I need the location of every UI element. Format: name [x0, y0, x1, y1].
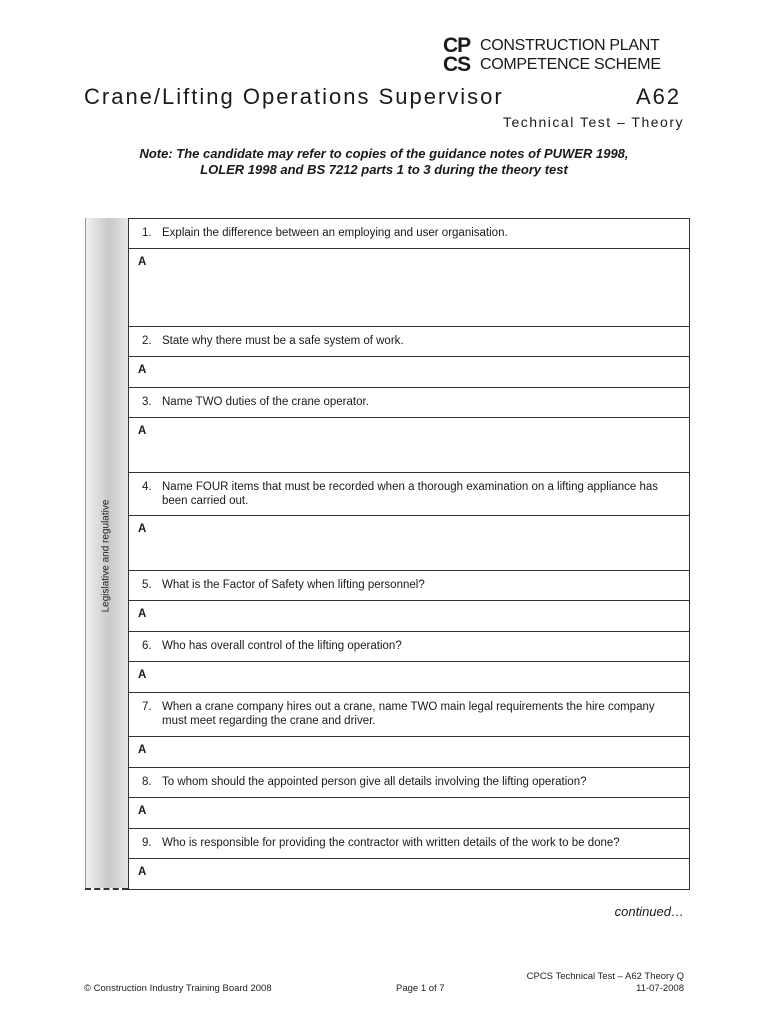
question-row [129, 327, 689, 357]
answer-label: A [138, 364, 147, 376]
answer-label: A [138, 866, 147, 878]
question-row [129, 219, 689, 249]
question-text: To whom should the appointed person give all details involving the lifting operation? [162, 776, 587, 788]
question-text: Name TWO duties of the crane operator. [162, 396, 369, 408]
question-number: 7. [142, 701, 152, 713]
question-text: When a crane company hires out a crane, name TWO main legal requirements the hire company must meet regarding the crane and driver. [162, 701, 655, 727]
continued-note: continued… [614, 904, 684, 919]
answer-row[interactable] [129, 798, 689, 829]
answer-row[interactable] [129, 516, 689, 571]
answer-label: A [138, 669, 147, 681]
note-line-2: LOLER 1998 and BS 7212 parts 1 to 3 during the theory test [200, 162, 568, 177]
answer-label: A [138, 425, 147, 437]
answer-label: A [138, 805, 147, 817]
question-text: Who is responsible for providing the contractor with written details of the work to be done? [162, 837, 620, 849]
footer-copyright: © Construction Industry Training Board 2008 [84, 983, 272, 994]
answer-row[interactable] [129, 418, 689, 473]
answer-label: A [138, 744, 147, 756]
logo-text-top: CONSTRUCTION PLANT [480, 37, 660, 54]
question-text: Name FOUR items that must be recorded when a thorough examination on a lifting appliance has been carried out. [162, 481, 659, 507]
question-row [129, 571, 689, 601]
page-title: Crane/Lifting Operations Supervisor [84, 84, 504, 109]
answer-label: A [138, 608, 147, 620]
question-row [129, 473, 689, 516]
section-label: Legislative and regulative [100, 499, 112, 613]
question-text: Explain the difference between an employing and user organisation. [162, 227, 508, 239]
question-number: 9. [142, 837, 152, 849]
answer-label: A [138, 523, 147, 535]
page-subtitle: Technical Test – Theory [502, 114, 684, 130]
question-row [129, 693, 689, 737]
footer-date: 11-07-2008 [636, 983, 684, 994]
question-text: State why there must be a safe system of work. [162, 335, 404, 347]
question-number: 6. [142, 640, 152, 652]
question-number: 3. [142, 396, 152, 408]
answer-row[interactable] [129, 601, 689, 632]
question-text: Who has overall control of the lifting operation? [162, 640, 402, 652]
note-line-1: Note: The candidate may refer to copies of the guidance notes of PUWER 1998, [139, 146, 629, 161]
answer-row[interactable] [129, 737, 689, 768]
question-number: 8. [142, 776, 152, 788]
answer-row[interactable] [129, 249, 689, 327]
question-row [129, 768, 689, 798]
question-number: 2. [142, 335, 152, 347]
answer-row[interactable] [129, 357, 689, 388]
cpcs-logo [443, 35, 693, 75]
sidebar-dashed-edge [85, 888, 128, 890]
test-code: A62 [636, 84, 682, 109]
answer-row[interactable] [129, 859, 689, 889]
question-table [128, 218, 690, 890]
question-row [129, 829, 689, 859]
footer-page-number: Page 1 of 7 [396, 983, 445, 994]
logo-text-bottom: COMPETENCE SCHEME [480, 56, 661, 73]
question-number: 1. [142, 227, 152, 239]
answer-label: A [138, 256, 147, 268]
question-number: 5. [142, 579, 152, 591]
question-text: What is the Factor of Safety when lifting personnel? [162, 579, 425, 591]
question-row [129, 632, 689, 662]
question-row [129, 388, 689, 418]
answer-row[interactable] [129, 662, 689, 693]
logo-mark-bottom: CS [443, 53, 471, 76]
question-number: 4. [142, 481, 152, 493]
candidate-note [84, 146, 684, 178]
footer-doc-ref: CPCS Technical Test – A62 Theory Q [526, 971, 684, 982]
logo-mark-top: CP [443, 34, 471, 57]
